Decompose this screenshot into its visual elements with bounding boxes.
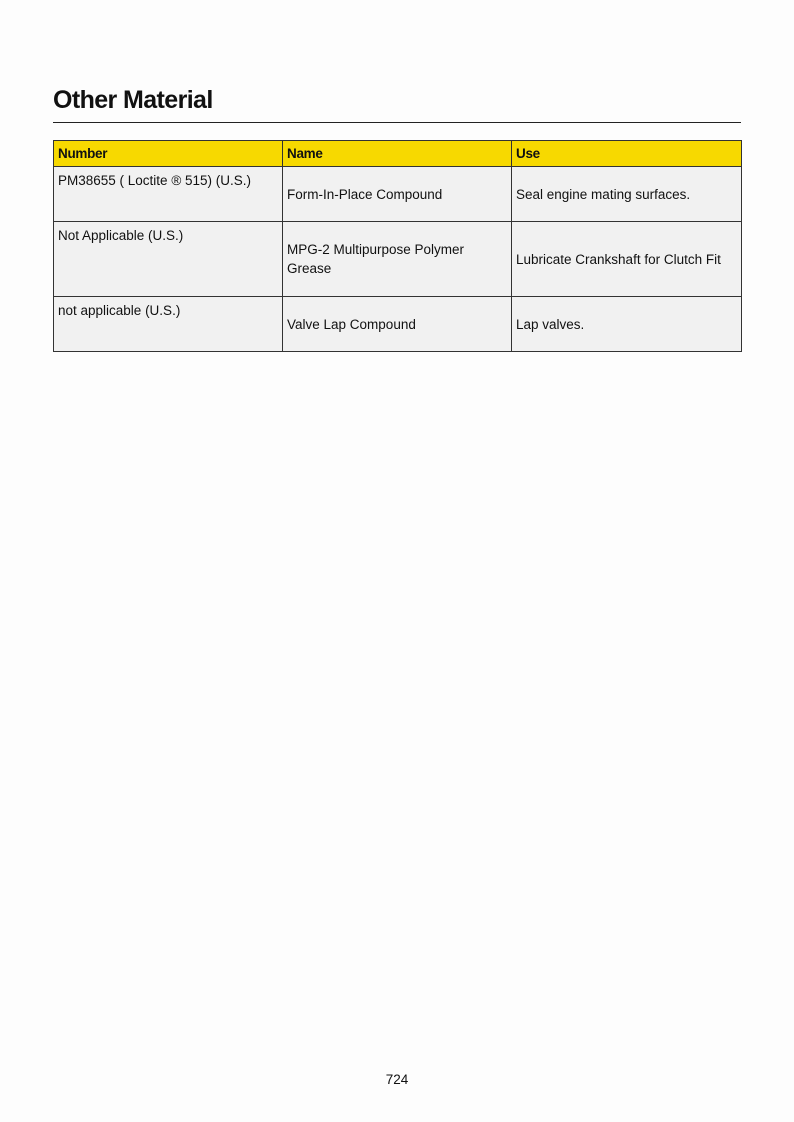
column-header-number: Number — [54, 141, 283, 167]
table-row — [54, 167, 742, 222]
column-header-name: Name — [283, 141, 512, 167]
page-number: 724 — [385, 1072, 409, 1087]
column-header-use: Use — [512, 141, 742, 167]
cell-number: not applicable (U.S.) — [54, 297, 283, 352]
cell-name: Valve Lap Compound — [283, 297, 512, 352]
cell-name: Form-In-Place Compound — [283, 167, 512, 222]
cell-use: Seal engine mating surfaces. — [512, 167, 742, 222]
table-row — [54, 222, 742, 297]
cell-use: Lubricate Crankshaft for Clutch Fit — [512, 222, 742, 297]
materials-table — [53, 140, 742, 352]
table-header-row — [54, 141, 742, 167]
page-title: Other Material — [53, 86, 213, 114]
cell-name: MPG-2 Multipurpose Polymer Grease — [283, 222, 512, 297]
cell-number: PM38655 ( Loctite ® 515) (U.S.) — [54, 167, 283, 222]
title-divider — [53, 122, 741, 123]
cell-number: Not Applicable (U.S.) — [54, 222, 283, 297]
cell-use: Lap valves. — [512, 297, 742, 352]
table-row — [54, 297, 742, 352]
